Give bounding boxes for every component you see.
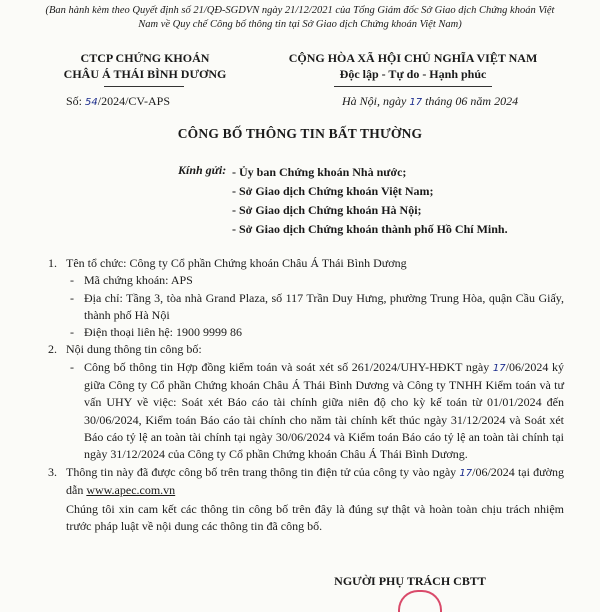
section-number: 3. [48, 464, 57, 479]
commitment-paragraph: Chúng tôi xin cam kết các thông tin công bố trên đây là đúng sự thật và hoàn toàn chịu trách nhiệm trước pháp luật về nội dung các thông tin đã công bố. [66, 502, 564, 534]
republic-line1: CỘNG HÒA XÃ HỘI CHỦ NGHĨA VIỆT NAM [288, 51, 538, 65]
section-heading: Nội dung thông tin công bố: [66, 342, 202, 357]
company-line2: CHÂU Á THÁI BÌNH DƯƠNG [63, 67, 227, 81]
recipient-label: Kính gửi: [178, 163, 227, 177]
signer-title: NGƯỜI PHỤ TRÁCH CBTT [334, 574, 486, 588]
website-link[interactable]: www.apec.com.vn [86, 482, 176, 497]
list-item: - Địa chỉ: Tầng 3, tòa nhà Grand Plaza, số 117 Trần Duy Hưng, phường Trung Hòa, quận Cầu Giấy, thành phố Hà Nội [66, 290, 564, 325]
list-item: - Mã chứng khoán: APS [66, 272, 564, 289]
handwritten-day: 17 [492, 362, 506, 374]
section-number: 2. [48, 342, 57, 357]
header-note: (Ban hành kèm theo Quyết định số 21/QĐ-SGDVN ngày 21/12/2021 của Tổng Giám đốc Sở Giao dịch Chứng khoán Việt Nam về Quy chế Công bố thông tin tại Sở Giao dịch Chứng khoán Việt Nam) [45, 5, 555, 30]
handwritten-day: 17 [459, 467, 473, 479]
recipient-item: - Sở Giao dịch Chứng khoán Việt Nam; [232, 184, 434, 198]
section-1 [48, 255, 564, 272]
handwritten-day: 17 [409, 97, 423, 108]
section-3: 3. Thông tin này đã được công bố trên trang thông tin điện tử của công ty vào ngày 17/06/2024 tại đường dẫn www.apec.com.vn [48, 464, 565, 497]
document-body [48, 255, 565, 536]
list-item: - Công bố thông tin Hợp đồng kiểm toán và soát xét số 261/2024/UHY-HĐKT ngày 17/06/2024 ký giữa Công ty Cổ phần Chứng khoán Châu Á Thái Bình Dương và Công ty TNHH Kiểm toán và tư vấn UHY về việc: Soát xét Báo cáo tài chính giữa niên độ cho kỳ kế toán từ 01/01/2024 đến 30/06/2024, Kiểm toán Báo cáo tài chính cho năm tài chính kết thúc ngày 31/12/2024 và Soát xét Báo cáo tỷ lệ an toàn tài chính tại ngày 30/06/2024 và Kiểm toán Báo cáo tỷ lệ an toàn tài chính tại ngày 31/12/2024 của Công ty Cổ phần Chứng khoán Châu Á Thái Bình Dương. [66, 359, 564, 464]
handwritten-number: 54 [85, 97, 98, 108]
document-number: Số: 54/2024/CV-APS [66, 94, 170, 108]
document-date: Hà Nội, ngày 17 tháng 06 năm 2024 [342, 94, 519, 108]
recipient-list [232, 163, 508, 239]
recipient-item: - Sở Giao dịch Chứng khoán thành phố Hồ Chí Minh. [232, 222, 508, 236]
document-title: CÔNG BỐ THÔNG TIN BẤT THƯỜNG [177, 126, 423, 141]
section-number: 1. [48, 256, 57, 270]
section-2 [48, 341, 564, 358]
stamp-seal [398, 590, 442, 612]
company-line1: CTCP CHỨNG KHOÁN [80, 51, 210, 65]
recipient-item: - Ủy ban Chứng khoán Nhà nước; [232, 165, 407, 179]
recipient-item: - Sở Giao dịch Chứng khoán Hà Nội; [232, 203, 422, 217]
section-heading: Tên tổ chức: Công ty Cổ phần Chứng khoán Châu Á Thái Bình Dương [66, 256, 407, 270]
list-item: - Điện thoại liên hệ: 1900 9999 86 [66, 324, 564, 341]
national-heading [268, 50, 558, 82]
motto-underline [334, 86, 492, 87]
republic-line2: Độc lập - Tự do - Hạnh phúc [339, 67, 487, 81]
company-name [50, 50, 240, 82]
company-underline [104, 86, 184, 87]
